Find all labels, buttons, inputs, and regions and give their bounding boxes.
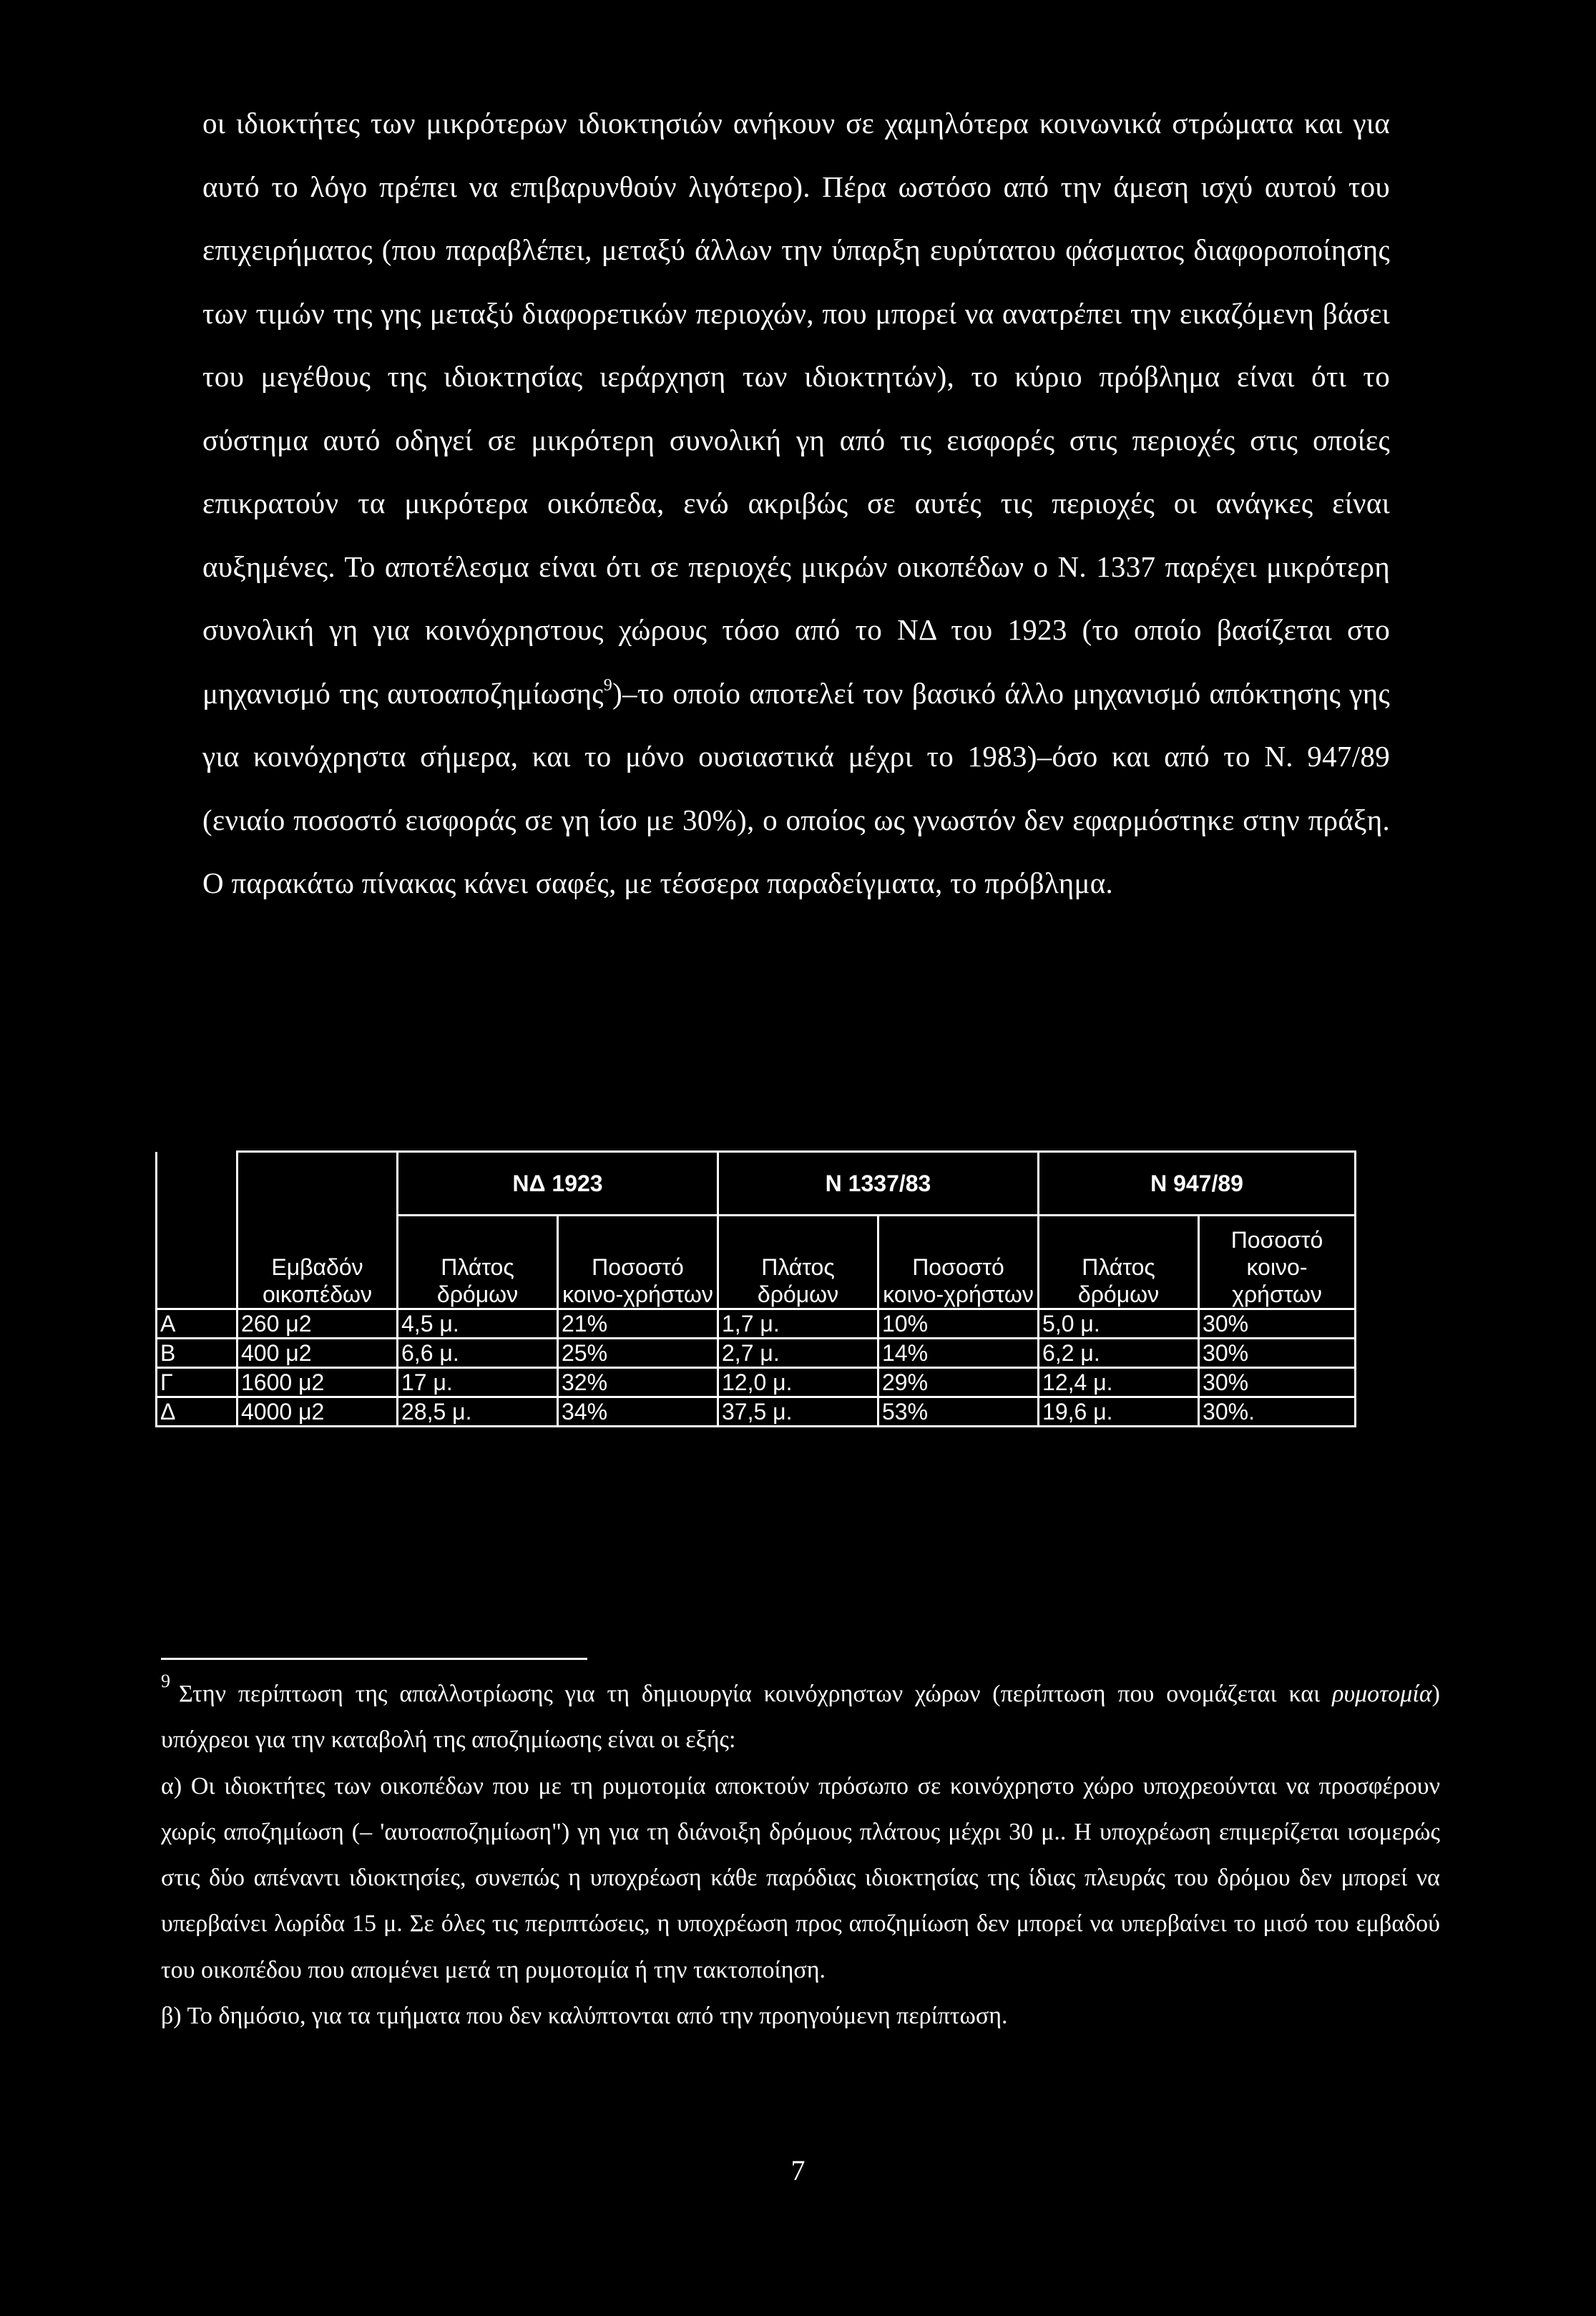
table-row — [157, 1397, 1356, 1427]
cell-area: 260 μ2 — [238, 1309, 398, 1339]
cell-n1337-percent: 53% — [878, 1397, 1039, 1427]
cell-area: 1600 μ2 — [238, 1368, 398, 1397]
group-header-n1337: Ν 1337/83 — [718, 1152, 1039, 1216]
row-label: Γ — [157, 1368, 238, 1397]
row-label: Β — [157, 1339, 238, 1368]
cell-nd1923-width: 6,6 μ. — [398, 1339, 558, 1368]
body-paragraph — [202, 92, 1390, 915]
cell-nd1923-percent: 32% — [558, 1368, 718, 1397]
body-text-part-2: )–το οποίο αποτελεί τον βασικό άλλο μηχανισμό απόκτησης γης για κοινόχρηστα σήμερα, και το μόνο ουσιαστικά μέχρι το 1983)–όσο και από το Ν. 947/89 (ενιαίο ποσοστό εισφοράς σε γη ίσο με 30%), ο οποίος ως γνωστόν δεν εφαρμόστηκε στην πράξη. Ο παρακάτω πίνακας κάνει σαφές, με τέσσερα παραδείγματα, το πρόβλημα. — [202, 676, 1390, 899]
footnote — [161, 1671, 1440, 2039]
cell-nd1923-percent: 25% — [558, 1339, 718, 1368]
width-header-nd1923: Πλάτος δρόμων — [398, 1216, 558, 1309]
width-header-n1337: Πλάτος δρόμων — [718, 1216, 878, 1309]
percent-header-n947: Ποσοστό κοινο-χρήστων — [1199, 1216, 1356, 1309]
percent-header-nd1923: Ποσοστό κοινο-χρήστων — [558, 1216, 718, 1309]
footnote-text: ) υπόχρεοι για την καταβολή της αποζημίωσης είναι οι εξής: — [161, 1681, 1440, 1754]
row-label: Δ — [157, 1397, 238, 1427]
footnote-text: Στην περίπτωση της απαλλοτρίωσης για τη δημιουργία κοινόχρηστων χώρων (περίπτωση που ονομάζεται και — [179, 1681, 1333, 1707]
cell-n1337-width: 12,0 μ. — [718, 1368, 878, 1397]
table-row — [157, 1368, 1356, 1397]
cell-area: 400 μ2 — [238, 1339, 398, 1368]
cell-n947-percent: 30% — [1199, 1309, 1356, 1339]
footnote-number: 9 — [161, 1671, 170, 1691]
cell-nd1923-width: 4,5 μ. — [398, 1309, 558, 1339]
cell-n1337-percent: 29% — [878, 1368, 1039, 1397]
cell-n1337-percent: 10% — [878, 1309, 1039, 1339]
row-label-header — [157, 1216, 238, 1309]
corner-cell — [157, 1152, 238, 1216]
cell-nd1923-percent: 21% — [558, 1309, 718, 1339]
cell-n947-percent: 30%. — [1199, 1397, 1356, 1427]
comparison-table — [155, 1150, 1356, 1427]
body-text-part-1: οι ιδιοκτήτες των μικρότερων ιδιοκτησιών ανήκουν σε χαμηλότερα κοινωνικά στρώματα και για αυτό το λόγο πρέπει να επιβαρυνθούν λιγότερο). Πέρα ωστόσο από την άμεση ισχύ αυτού του επιχειρήματος (που παραβλέπει, μεταξύ άλλων την ύπαρξη ευρύτατου φάσματος διαφοροποίησης των τιμών της γης μεταξύ διαφορετικών περιοχών, που μπορεί να ανατρέπει την εικαζόμενη βάσει του μεγέθους της ιδιοκτησίας ιεράρχηση των ιδιοκτητών), το κύριο πρόβλημα είναι ότι το σύστημα αυτό οδηγεί σε μικρότερη συνολική γη από τις εισφορές στις περιοχές στις οποίες επικρατούν τα μικρότερα οικόπεδα, ενώ ακριβώς σε αυτές τις περιοχές οι ανάγκες είναι αυξημένες. Το αποτέλεσμα είναι ότι σε περιοχές μικρών οικοπέδων ο Ν. 1337 παρέχει μικρότερη συνολική γη για κοινόχρηστους χώρους τόσο από το ΝΔ του 1923 (το οποίο βασίζεται στο μηχανισμό της αυτοαποζημίωσης — [202, 107, 1390, 710]
footnote-paragraph — [161, 1671, 1440, 1764]
cell-n1337-width: 37,5 μ. — [718, 1397, 878, 1427]
footnote-paragraph: β) Το δημόσιο, για τα τμήματα που δεν καλύπτονται από την προηγούμενη περίπτωση. — [161, 2003, 1008, 2030]
row-label: Α — [157, 1309, 238, 1339]
corner-cell-area — [238, 1152, 398, 1216]
footnote-reference[interactable]: 9 — [603, 675, 613, 695]
cell-nd1923-width: 28,5 μ. — [398, 1397, 558, 1427]
footnote-italic-term: ρυμοτομία — [1332, 1681, 1432, 1707]
cell-area: 4000 μ2 — [238, 1397, 398, 1427]
width-header-n947: Πλάτος δρόμων — [1039, 1216, 1199, 1309]
cell-n1337-width: 1,7 μ. — [718, 1309, 878, 1339]
percent-header-n1337: Ποσοστό κοινο-χρήστων — [878, 1216, 1039, 1309]
table-row — [157, 1309, 1356, 1339]
cell-n947-percent: 30% — [1199, 1368, 1356, 1397]
footnote-paragraph: α) Οι ιδιοκτήτες των οικοπέδων που με τη ρυμοτομία αποκτούν πρόσωπο σε κοινόχρηστο χώρο υποχρεούνται να προσφέρουν χωρίς αποζημίωση (– 'αυτοαποζημίωση") γη για τη διάνοιξη δρόμους πλάτους μέχρι 30 μ.. Η υποχρέωση επιμερίζεται ισομερώς στις δύο απέναντι ιδιοκτησίες, συνεπώς η υποχρέωση κάθε παρόδιας ιδιοκτησίας της ίδιας πλευράς του δρόμου δεν μπορεί να υπερβαίνει λωρίδα 15 μ. Σε όλες τις περιπτώσεις, η υποχρέωση προς αποζημίωση δεν μπορεί να υπερβαίνει το μισό του εμβαδού του οικοπέδου που απομένει μετά τη ρυμοτομία ή την τακτοποίηση. — [161, 1772, 1440, 1983]
group-header-n947: Ν 947/89 — [1039, 1152, 1356, 1216]
cell-n1337-width: 2,7 μ. — [718, 1339, 878, 1368]
table-row — [157, 1339, 1356, 1368]
cell-n947-percent: 30% — [1199, 1339, 1356, 1368]
cell-n947-width: 5,0 μ. — [1039, 1309, 1199, 1339]
cell-n947-width: 12,4 μ. — [1039, 1368, 1199, 1397]
cell-n947-width: 6,2 μ. — [1039, 1339, 1199, 1368]
cell-n947-width: 19,6 μ. — [1039, 1397, 1199, 1427]
page-number: 7 — [790, 2154, 806, 2186]
cell-nd1923-percent: 34% — [558, 1397, 718, 1427]
cell-n1337-percent: 14% — [878, 1339, 1039, 1368]
group-header-nd1923: ΝΔ 1923 — [398, 1152, 718, 1216]
footnote-separator — [161, 1658, 587, 1660]
cell-nd1923-width: 17 μ. — [398, 1368, 558, 1397]
area-header: Εμβαδόν οικοπέδων — [238, 1216, 398, 1309]
